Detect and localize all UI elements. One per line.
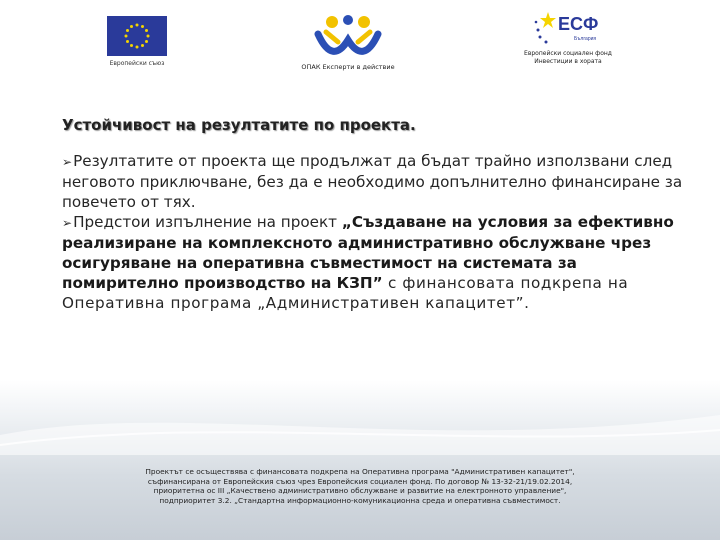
esf-mark-icon: [518, 10, 618, 46]
eu-logo: [97, 16, 177, 72]
funding-footer: [120, 467, 600, 505]
bullet-1-text: Резултатите от проекта ще продължат да бъдат трайно използвани след неговото приключване, без да е необходимо допълнително финансиране за повечето от тях.: [62, 152, 683, 211]
footer-line-1: Проектът се осъществява с финансовата подкрепа на Оперативна програма "Административен капацитет",: [145, 467, 575, 476]
slide-title: Устойчивост на резултатите по проекта.: [62, 116, 416, 134]
esf-country-text: България: [574, 36, 597, 42]
bullet-2: [62, 212, 684, 313]
esf-logo: [508, 10, 628, 74]
bullet-2-outro: с финансовата подкрепа на Оперативна програма „Административен капацитет”.: [62, 274, 629, 312]
opak-logo: [283, 12, 413, 72]
opak-mark-icon: [298, 12, 398, 58]
opak-caption: ОПАК Експерти в действие: [301, 63, 395, 71]
esf-mark-text: ЕСФ: [558, 14, 599, 34]
bullet-1: [62, 151, 684, 212]
eu-caption: Европейски съюз: [109, 60, 165, 67]
decorative-wave: [0, 395, 720, 455]
bullet-2-intro: Предстои изпълнение на проект: [73, 213, 342, 231]
esf-caption-1: Европейски социален фонд: [524, 50, 612, 57]
slide-body: [62, 151, 684, 313]
arrow-bullet-icon: ➢: [62, 155, 73, 169]
bullet-2-project-name: „Създаване на условия за ефективно реализиране на комплексното административно обслужване чрез осигуряване на оперативна съвместимост на системата за помирително производство на КЗП”: [62, 213, 674, 292]
eu-flag-icon: [107, 16, 167, 56]
footer-line-3: приоритетна ос III „Качествено административно обслужване и развитие на електронното управление",: [153, 486, 567, 496]
footer-line-2: съфинансирана от Европейския съюз чрез Европейския социален фонд. По договор № 13-32-21/19.02.2014,: [147, 476, 573, 486]
logo-bar: [0, 0, 720, 80]
arrow-bullet-icon: ➢: [62, 216, 73, 230]
footer-line-4: подприоритет 3.2. „Стандартна информационно-комуникационна среда и оперативна съвместимост.: [159, 495, 561, 505]
esf-caption-2: Инвестиции в хората: [534, 58, 602, 65]
